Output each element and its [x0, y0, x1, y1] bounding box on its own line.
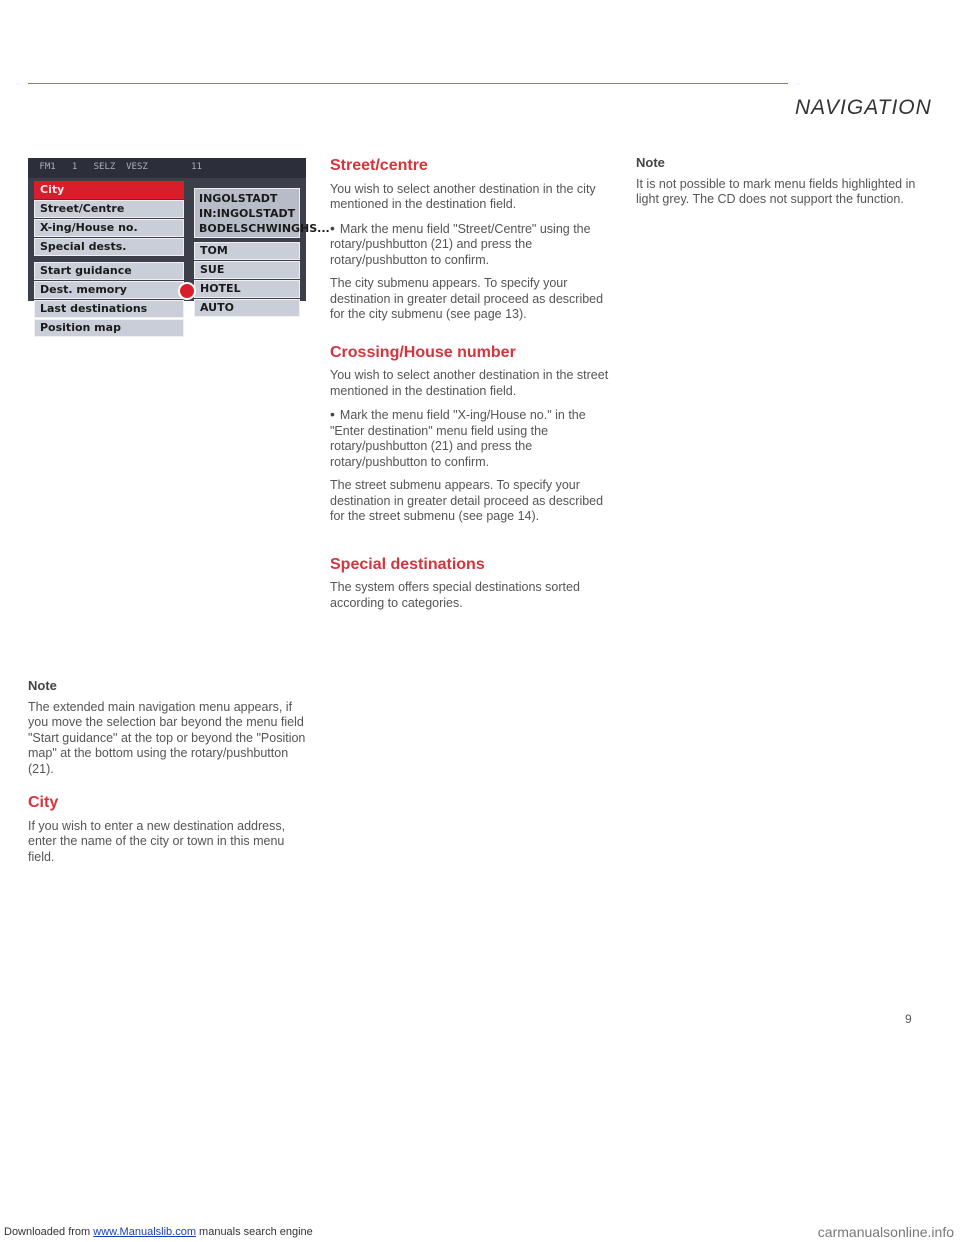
screen-memory-item: HOTEL [194, 280, 300, 298]
screen-menu-item: Last destinations [34, 300, 184, 318]
navigation-screen-image [28, 158, 330, 334]
screen-destination-line: INGOLSTADT [199, 192, 278, 205]
screen-destination-line: BODELSCHWINGHS... [199, 222, 330, 235]
column-middle [330, 158, 612, 619]
footer [0, 1226, 960, 1242]
column-right [636, 155, 921, 216]
note-text: The extended main navigation menu appears, if you move the selection bar beyond the menu field "Start guidance" at the top or beyond the "Position map" at the bottom using the rotary/pushbutton (21). [28, 699, 306, 776]
street-paragraph: You wish to select another destination in the city mentioned in the destination field. [330, 181, 596, 211]
section-title: NAVIGATION [795, 96, 932, 119]
street-paragraph: The city submenu appears. To specify your destination in greater detail proceed as described for the city submenu (see page 13). [330, 276, 604, 321]
special-heading: Special destinations [330, 555, 485, 573]
watermark-text: carmanualsonline.info [817, 1224, 954, 1240]
footer-prefix: Downloaded from [4, 1226, 94, 1238]
crossing-paragraph: You wish to select another destination in the street mentioned in the destination field. [330, 368, 609, 398]
screen-menu-item: Street/Centre [34, 200, 184, 218]
crossing-bullet: • Mark the menu field "X-ing/House no." in the "Enter destination" menu field using the rotary/pushbutton (21) and press the rotary/pushbutton to confirm. [330, 407, 612, 470]
screen-menu-item: City [34, 181, 184, 199]
screen-destination-line: IN:INGOLSTADT [199, 207, 296, 220]
city-heading: City [28, 794, 59, 811]
street-heading: Street/centre [330, 157, 428, 174]
screen-menu-item: X-ing/House no. [34, 219, 184, 237]
column-left [28, 678, 306, 873]
crossing-paragraph: The street submenu appears. To specify your destination in greater detail proceed as described for the street submenu (see page 14). [330, 478, 604, 523]
city-text: If you wish to enter a new destination address, enter the name of the city or town in this menu field. [28, 818, 286, 864]
screen-destination-panel [194, 188, 330, 238]
street-bullet: • Mark the menu field "Street/Centre" using the rotary/pushbutton (21) and press the rotary/pushbutton to confirm. [330, 221, 612, 269]
header-rule [28, 83, 788, 84]
screen-memory-item: TOM [194, 242, 300, 260]
screen-menu-item: Position map [34, 319, 184, 337]
screen-menu-item: Special dests. [34, 238, 184, 256]
note-heading: Note [636, 155, 665, 170]
screen-memory-item: SUE [194, 261, 300, 279]
screen-memory-list [194, 242, 300, 318]
screen-menu-item: Dest. memory [34, 281, 184, 299]
screen-menu-item: Start guidance [34, 262, 184, 280]
screen-memory-item: AUTO [194, 299, 300, 317]
manualslib-link[interactable]: www.Manualslib.com [93, 1226, 196, 1238]
footer-suffix: manuals search engine [195, 1226, 313, 1238]
note-heading: Note [28, 678, 57, 693]
note-text: It is not possible to mark menu fields highlighted in light grey. The CD does not support the function. [636, 176, 916, 206]
crossing-heading: Crossing/House number [330, 343, 516, 361]
screen-menu-list [34, 181, 184, 338]
screen-status-bar: FM1 1 SELZ VESZ 11 [28, 158, 306, 178]
page-number: 9 [905, 1012, 912, 1026]
rotary-knob-icon [178, 282, 196, 300]
special-paragraph: The system offers special destinations sorted according to categories. [330, 580, 580, 610]
